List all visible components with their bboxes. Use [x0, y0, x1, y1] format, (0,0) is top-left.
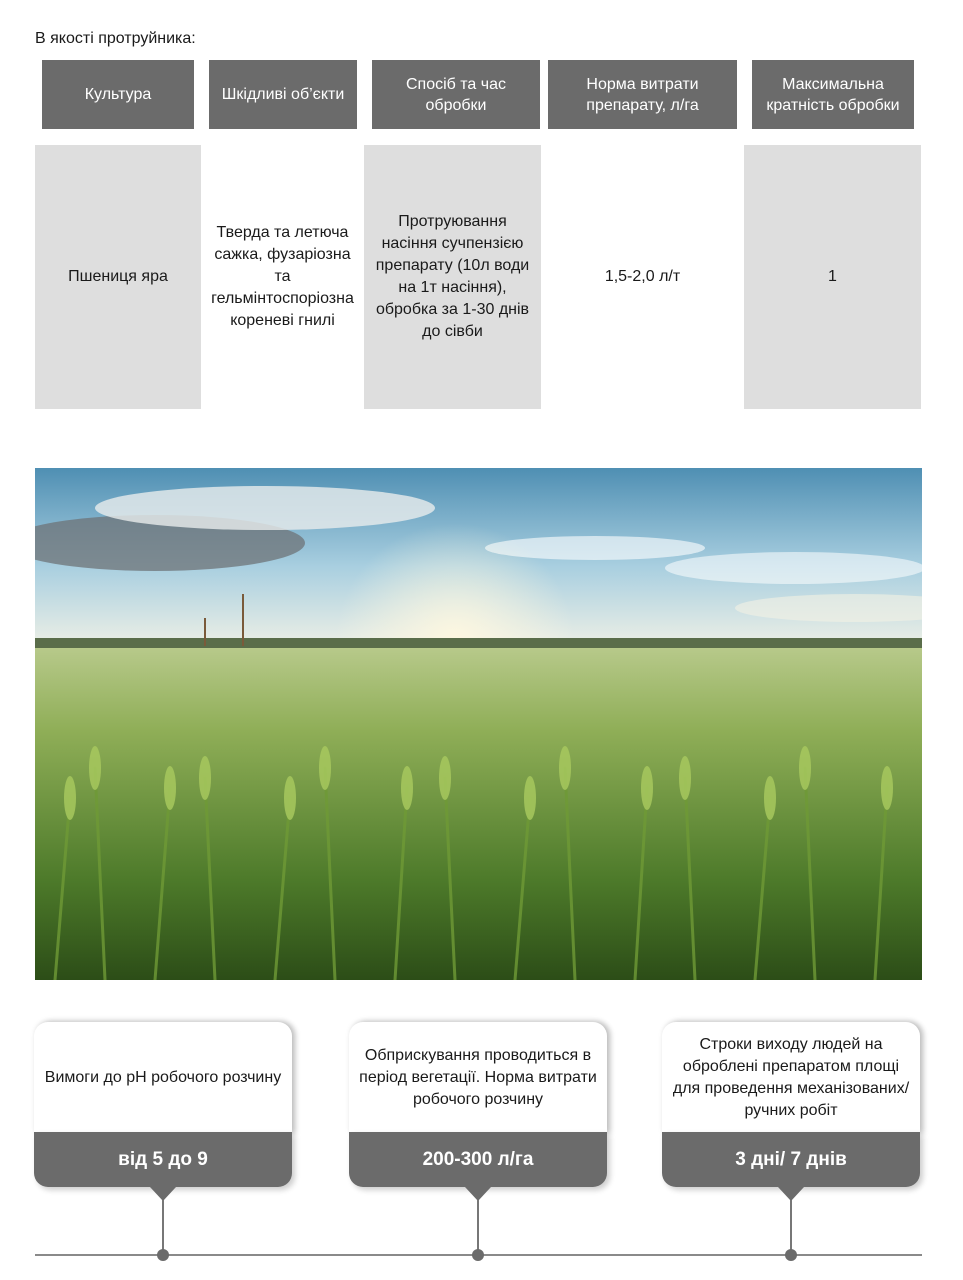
info-card-spray-volume [349, 1022, 607, 1187]
card-pointer [465, 1187, 491, 1201]
header-rate: Норма витрати препарату, л/га [548, 60, 737, 129]
timeline-dot [472, 1249, 484, 1261]
card-text: Обприскування проводиться в період вегетації. Норма витрати робочого розчину [349, 1022, 607, 1134]
wheat-field-photo [35, 468, 922, 980]
card-text: Строки виходу людей на оброблені препаратом площі для проведення механізованих/ручних робіт [662, 1022, 920, 1134]
connector-line [477, 1200, 479, 1255]
connector-line [790, 1200, 792, 1255]
cell-pests: Тверда та летюча сажка, фузаріозна та гельмінтоспоріозна кореневі гнилі [211, 224, 354, 329]
timeline-dot [785, 1249, 797, 1261]
card-pointer [778, 1187, 804, 1201]
info-card-ph [34, 1022, 292, 1187]
info-card-reentry [662, 1022, 920, 1187]
cell-method: Протруювання насіння сучпензією препарату (10л води на 1т насіння), обробка за 1-30 днів до сівби [364, 145, 541, 409]
header-pests: Шкідливі об’єкти [209, 60, 357, 129]
card-value: 3 дні/ 7 днів [662, 1132, 920, 1187]
section-intro: В якості протруйника: [35, 30, 196, 47]
cell-culture: Пшениця яра [35, 145, 201, 409]
card-pointer [150, 1187, 176, 1201]
timeline-dot [157, 1249, 169, 1261]
header-method: Спосіб та час обробки [372, 60, 540, 129]
cell-multiplicity: 1 [744, 145, 921, 409]
cell-rate: 1,5-2,0 л/т [604, 268, 681, 285]
header-multiplicity: Максимальна кратність обробки [752, 60, 914, 129]
card-value: 200-300 л/га [349, 1132, 607, 1187]
card-value: від 5 до 9 [34, 1132, 292, 1187]
connector-line [162, 1200, 164, 1255]
header-culture: Культура [42, 60, 194, 129]
card-text: Вимоги до pH робочого розчину [34, 1022, 292, 1134]
